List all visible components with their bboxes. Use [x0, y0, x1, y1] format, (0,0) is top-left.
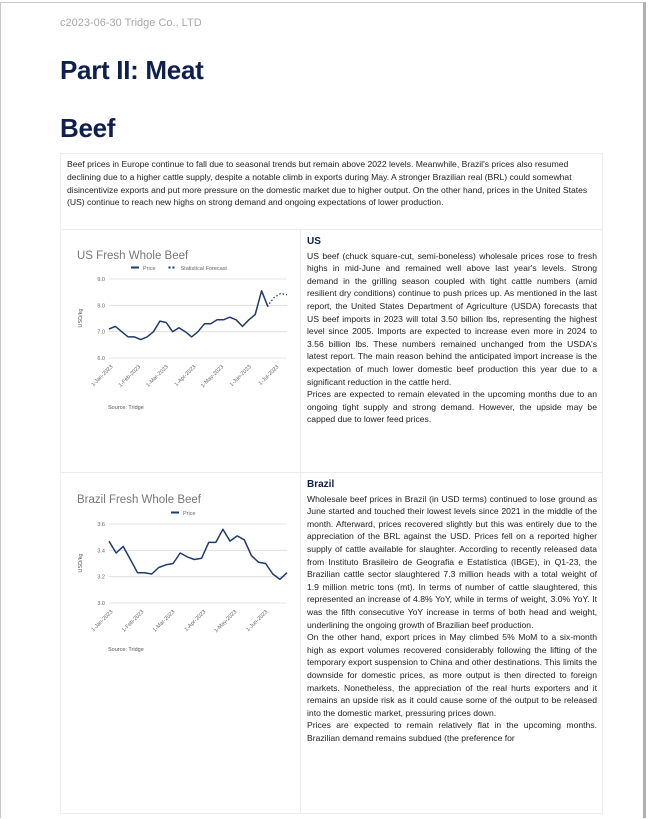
- y-axis-label: USD/kg: [78, 309, 84, 328]
- chart-source: Source: Tridge: [108, 647, 144, 653]
- y-tick-label: 7.0: [97, 330, 105, 336]
- copyright-notice: c2023-06-30 Tridge Co., LTD: [60, 17, 202, 29]
- x-tick-label: 1-Jun-2023: [245, 609, 269, 633]
- y-tick-label: 3.2: [97, 575, 105, 581]
- chart-source: Source: Tridge: [108, 405, 144, 411]
- us-paragraph-2: Prices are expected to remain elevated in the upcoming months due to an ongoing tight supply and strong demand. However, the upside may be capped due to lower feed prices.: [307, 388, 597, 426]
- x-tick-label: 1-Jun-2023: [229, 364, 253, 388]
- x-tick-label: 1-Apr-2023: [184, 609, 208, 633]
- us-row: [61, 230, 602, 473]
- us-text-cell: [302, 230, 602, 472]
- price-series-line: [109, 529, 287, 579]
- brazil-paragraph-1: Wholesale beef prices in Brazil (in USD terms) continued to lose ground as June started and touched their lowest levels since 2021 in the middle of the month. Afterward, prices recovered slightly but this was entirely due to the appreciation of the BRL against the USD. Prices fell on a reported higher supply of cattle available for slaughter. According to recently released data from Instituto Brasileiro de Geografia e Estatística (IBGE), in Q1-23, the Brazilian cattle sector slaughtered 7.3 million heads with a total weight of 1.9 million metric tons (mt). In terms of number of cattle slaughtered, this represented an increase of 4.8% YoY, while in terms of weight, 3.0% YoY. It was the fifth consecutive YoY increase in terms of both head and weight, underlining the ongoing growth of Brazilian beef production.: [307, 493, 597, 632]
- chart-title: Brazil Fresh Whole Beef: [77, 494, 202, 506]
- brazil-heading: Brazil: [307, 479, 597, 492]
- us-chart-cell: [61, 230, 301, 472]
- x-tick-label: 1-Jan-2023: [90, 364, 114, 388]
- x-tick-label: 1-Feb-2023: [118, 364, 142, 388]
- brazil-price-chart: [61, 473, 300, 814]
- x-tick-label: 1-Jan-2023: [90, 609, 114, 633]
- x-tick-label: 1-Apr-2023: [174, 364, 198, 388]
- x-tick-label: 1-Mar-2023: [145, 364, 169, 388]
- x-tick-label: 1-May-2023: [213, 609, 238, 634]
- y-axis-label: USD/kg: [78, 554, 84, 573]
- x-tick-label: 1-May-2023: [200, 364, 225, 389]
- legend-label: Price: [143, 266, 156, 272]
- forecast-series-line: [268, 294, 287, 307]
- price-series-line: [109, 291, 268, 340]
- y-tick-label: 3.6: [97, 522, 105, 528]
- brazil-row: [61, 473, 602, 814]
- part-title: Part II: Meat: [60, 55, 203, 86]
- x-tick-label: 1-Jul-2023: [258, 364, 281, 387]
- chart-title: US Fresh Whole Beef: [77, 250, 189, 262]
- legend-label: Price: [183, 511, 196, 517]
- us-paragraph-1: US beef (chuck square-cut, semi-boneless) wholesale prices rose to fresh highs in mid-June and remained well above last year's levels. Strong demand in the grilling season coupled with tight cattle numbers (amid resilient dry conditions) continue to push prices up. As mentioned in the last report, the United States Department of Agriculture (USDA) forecasts that US beef imports in 2023 will total 3.50 billion lbs, representing the highest level since 2005. Imports are expected to increase even more in 2024 to 3.56 billion lbs. These numbers remained unchanged from the USDA's latest report. The main reason behind the anticipated import increase is the expectation of much lower domestic beef production this year due to a significant reduction in the cattle herd.: [307, 250, 597, 389]
- brazil-chart-cell: [61, 473, 301, 814]
- y-tick-label: 3.4: [97, 548, 105, 554]
- legend-label: Statistical Forecast: [181, 266, 228, 272]
- y-tick-label: 3.0: [97, 601, 105, 607]
- us-heading: US: [307, 236, 597, 249]
- brazil-paragraph-3: Prices are expected to remain relatively flat in the upcoming months. Brazilian demand remains subdued (the preference for: [307, 719, 597, 744]
- brazil-text-cell: [302, 473, 602, 814]
- us-price-chart: [61, 230, 300, 473]
- section-title: Beef: [60, 113, 115, 144]
- x-tick-label: 1-Mar-2023: [152, 609, 176, 633]
- content-grid: [60, 230, 603, 814]
- x-tick-label: 1-Feb-2023: [121, 609, 145, 633]
- y-tick-label: 9.0: [97, 277, 105, 283]
- brazil-paragraph-2: On the other hand, export prices in May climbed 5% MoM to a six-month high as export volumes recovered considerably following the lifting of the temporary export suspension to China and other destinations. This limits the downside for domestic prices, as more output is then directed to foreign markets. Nonetheless, the appreciation of the real hurts exporters and it remains an upside risk as it could cause some of the output to be released into the domestic market, pressuring prices down.: [307, 631, 597, 719]
- y-tick-label: 6.0: [97, 356, 105, 362]
- summary-box: Beef prices in Europe continue to fall due to seasonal trends but remain above 2022 levels. Meanwhile, Brazil's prices also resumed declining due to a higher cattle supply, despite a notable climb in exports during May. A stronger Brazilian real (BRL) could somewhat disincentivize exports and put more pressure on the domestic market due to higher output. On the other hand, prices in the United States (US) continue to reach new highs on strong demand and ongoing expectations of lower production.: [60, 153, 603, 230]
- y-tick-label: 8.0: [97, 303, 105, 309]
